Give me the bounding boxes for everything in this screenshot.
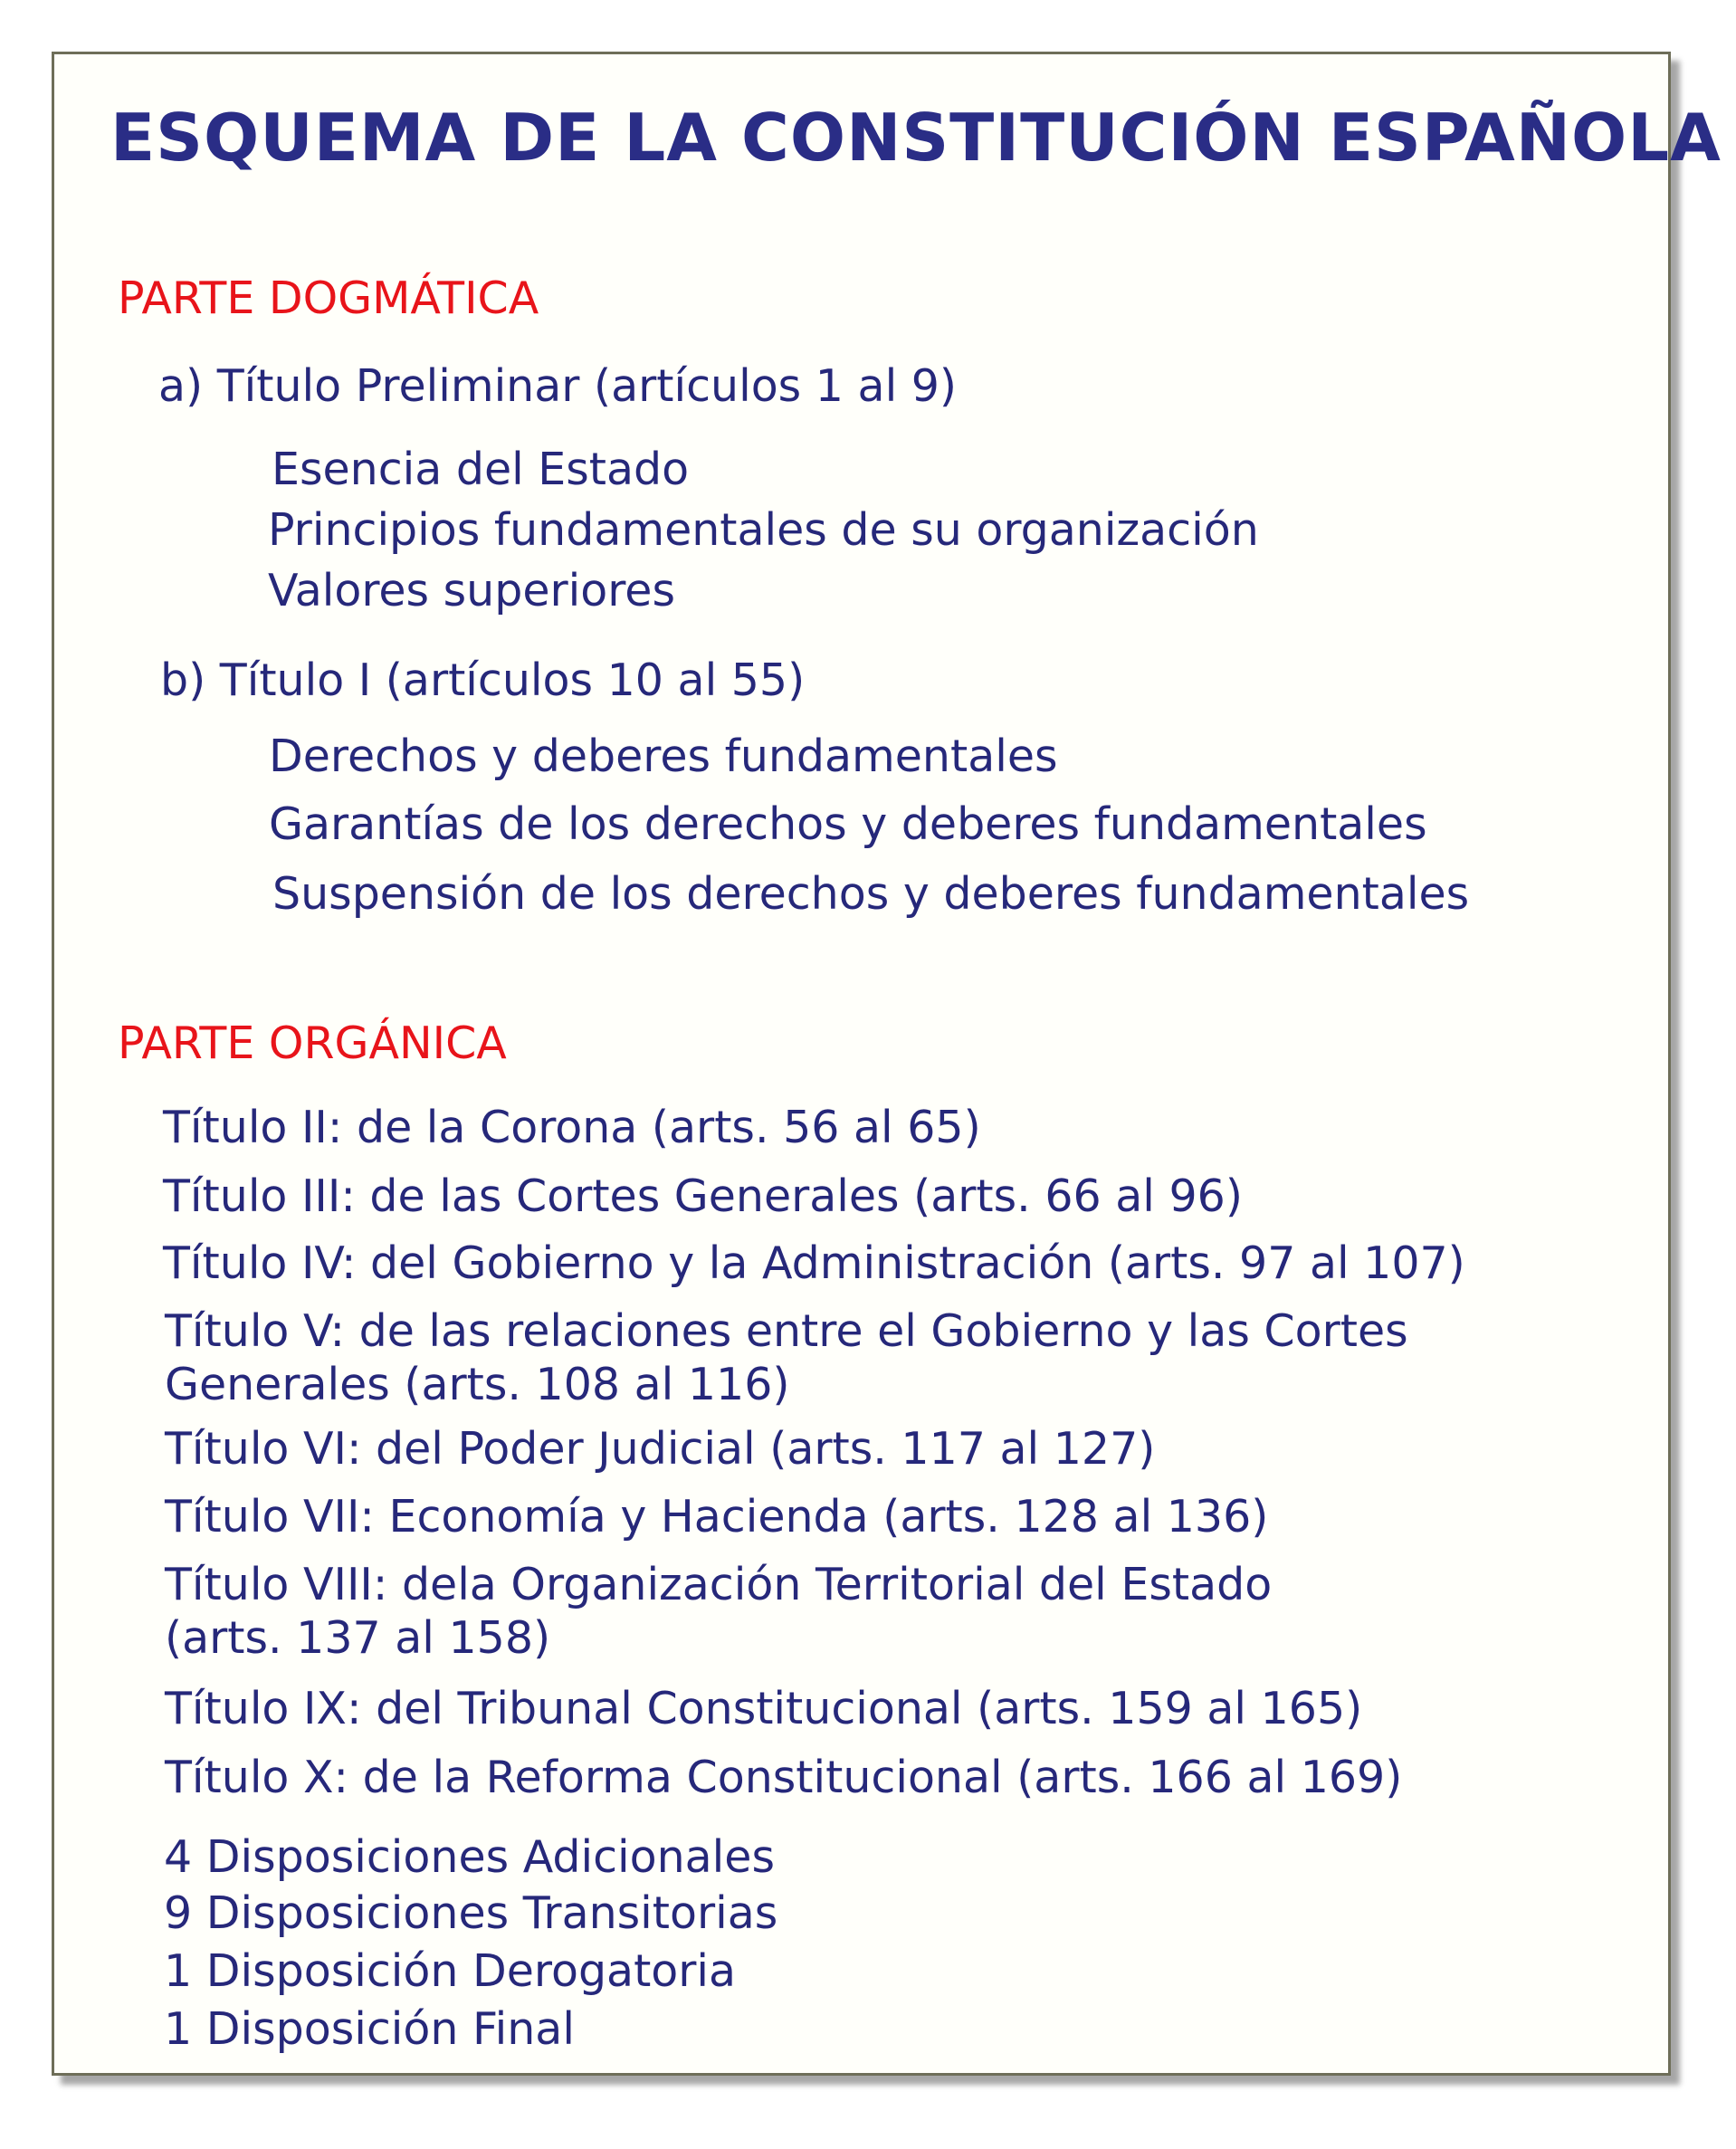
section-heading-dogmatica: PARTE DOGMÁTICA xyxy=(118,272,539,324)
titulo-row: Título IV: del Gobierno y la Administración (arts. 97 al 107) xyxy=(163,1237,1465,1289)
list-item: Esencia del Estado xyxy=(272,444,690,495)
titulo-row: Título II: de la Corona (arts. 56 al 65) xyxy=(163,1102,981,1153)
list-item: Garantías de los derechos y deberes fundamentales xyxy=(269,798,1427,850)
titulo-row: Generales (arts. 108 al 116) xyxy=(165,1359,790,1410)
titulo-row: Título III: de las Cortes Generales (arts. 66 al 96) xyxy=(163,1170,1243,1222)
list-item: Principios fundamentales de su organización xyxy=(268,504,1259,556)
list-item: Suspensión de los derechos y deberes fundamentales xyxy=(272,868,1470,920)
section-heading-organica: PARTE ORGÁNICA xyxy=(118,1017,507,1069)
titulo-row: Título VII: Economía y Hacienda (arts. 128 al 136) xyxy=(165,1491,1269,1543)
list-item: Valores superiores xyxy=(268,565,675,616)
disposicion-row: 1 Disposición Derogatoria xyxy=(164,1945,737,1997)
titulo-row: Título VIII: dela Organización Territorial del Estado xyxy=(165,1559,1273,1610)
titulo-row: Título IX: del Tribunal Constitucional (arts. 159 al 165) xyxy=(165,1683,1363,1734)
page-title: ESQUEMA DE LA CONSTITUCIÓN ESPAÑOLA xyxy=(110,100,1722,176)
disposicion-row: 9 Disposiciones Transitorias xyxy=(164,1887,778,1939)
list-item: Derechos y deberes fundamentales xyxy=(269,731,1058,782)
titulo-row: Título V: de las relaciones entre el Gobierno y las Cortes xyxy=(165,1305,1408,1357)
titulo-row: Título X: de la Reforma Constitucional (arts. 166 al 169) xyxy=(165,1752,1403,1803)
disposicion-row: 4 Disposiciones Adicionales xyxy=(164,1831,775,1883)
subsection-heading-titulo-i: b) Título I (artículos 10 al 55) xyxy=(160,654,806,706)
disposicion-row: 1 Disposición Final xyxy=(164,2003,575,2055)
titulo-row: (arts. 137 al 158) xyxy=(165,1612,551,1664)
subsection-heading-titulo-preliminar: a) Título Preliminar (artículos 1 al 9) xyxy=(158,360,958,412)
titulo-row: Título VI: del Poder Judicial (arts. 117 al 127) xyxy=(165,1423,1156,1475)
